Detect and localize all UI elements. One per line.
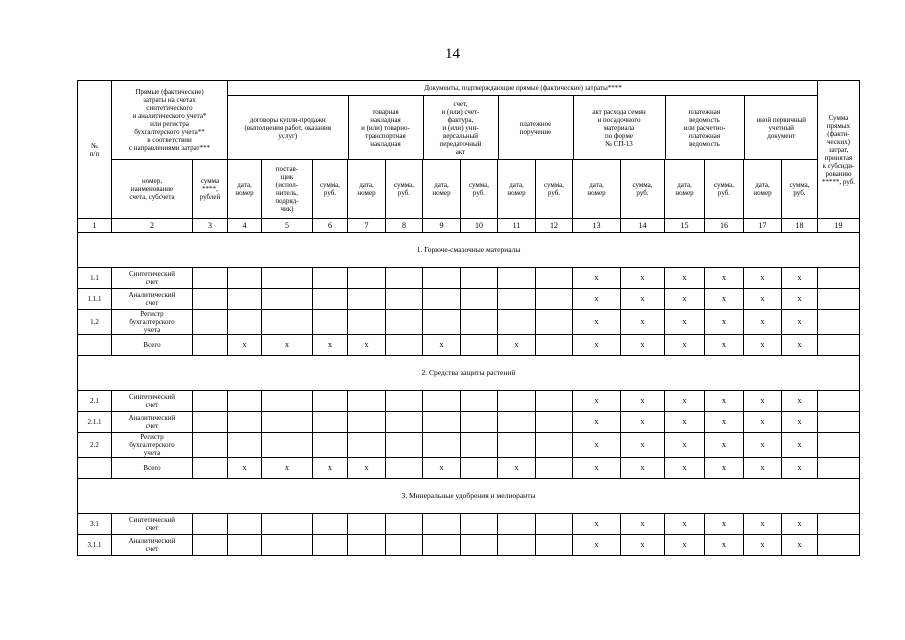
table-cell: x bbox=[573, 458, 621, 479]
table-cell: x bbox=[621, 391, 665, 412]
table-cell: x bbox=[621, 433, 665, 458]
contracts-date-header: дата, номер bbox=[228, 160, 262, 219]
table-cell bbox=[536, 412, 573, 433]
table-cell: x bbox=[423, 335, 461, 356]
table-cell: x bbox=[705, 289, 744, 310]
table-cell: x bbox=[665, 458, 705, 479]
documents-header bbox=[228, 81, 818, 160]
table-cell: x bbox=[782, 268, 818, 289]
table-cell: x bbox=[744, 535, 782, 556]
table-cell bbox=[536, 535, 573, 556]
table-cell bbox=[817, 458, 859, 479]
payment-sum-header: сумма, руб. bbox=[536, 160, 573, 219]
table-cell bbox=[193, 335, 228, 356]
table-cell bbox=[817, 335, 859, 356]
column-numbers-row bbox=[78, 219, 860, 233]
table-cell bbox=[348, 289, 386, 310]
table-cell: x bbox=[705, 412, 744, 433]
table-cell bbox=[423, 433, 461, 458]
contracts-sum-header: сумма, руб. bbox=[313, 160, 348, 219]
waybill-sum-header: сумма, руб. bbox=[386, 160, 423, 219]
table-cell bbox=[817, 514, 859, 535]
column-number: 9 bbox=[423, 219, 461, 233]
column-number: 16 bbox=[705, 219, 744, 233]
table-cell: x bbox=[573, 514, 621, 535]
column-number: 1 bbox=[78, 219, 112, 233]
table-cell bbox=[386, 289, 423, 310]
table-row bbox=[78, 412, 860, 433]
table-row bbox=[78, 535, 860, 556]
supplier-header: постав- щик (испол- нитель, подряд- чик) bbox=[262, 160, 313, 219]
table-cell bbox=[498, 391, 536, 412]
table-cell bbox=[193, 310, 228, 335]
table-cell bbox=[536, 335, 573, 356]
column-number: 12 bbox=[536, 219, 573, 233]
column-number: 7 bbox=[348, 219, 386, 233]
table-cell bbox=[423, 514, 461, 535]
row-label: Синтетический счет bbox=[112, 514, 193, 535]
payment-date-header: дата, номер bbox=[498, 160, 536, 219]
table-cell: x bbox=[744, 514, 782, 535]
table-cell bbox=[228, 289, 262, 310]
table-cell: x bbox=[573, 412, 621, 433]
table-cell: x bbox=[621, 335, 665, 356]
table-cell bbox=[228, 514, 262, 535]
table-cell bbox=[228, 535, 262, 556]
section-title-row bbox=[78, 479, 860, 514]
table-cell bbox=[313, 289, 348, 310]
table-cell: x bbox=[348, 458, 386, 479]
table-cell bbox=[536, 310, 573, 335]
table-cell: x bbox=[782, 514, 818, 535]
table-cell bbox=[498, 433, 536, 458]
table-cell: x bbox=[262, 458, 313, 479]
table-cell: x bbox=[573, 535, 621, 556]
table-cell bbox=[348, 433, 386, 458]
table-cell bbox=[461, 412, 498, 433]
table-cell: x bbox=[621, 535, 665, 556]
seed-act-group-header: акт расхода семян и посадочного материала по форме № СП-13 bbox=[573, 96, 665, 160]
table-cell: x bbox=[498, 335, 536, 356]
table-cell bbox=[193, 458, 228, 479]
table-cell bbox=[386, 433, 423, 458]
table-row bbox=[78, 514, 860, 535]
table-cell bbox=[423, 268, 461, 289]
payroll-date-header: дата, номер bbox=[665, 160, 705, 219]
table-cell bbox=[313, 310, 348, 335]
documents-header-group bbox=[228, 81, 817, 159]
table-cell bbox=[313, 391, 348, 412]
table-cell bbox=[313, 514, 348, 535]
column-number: 15 bbox=[665, 219, 705, 233]
table-cell bbox=[386, 535, 423, 556]
table-row bbox=[78, 310, 860, 335]
table-cell bbox=[536, 289, 573, 310]
table-cell bbox=[262, 514, 313, 535]
table-cell bbox=[536, 391, 573, 412]
table-cell: x bbox=[665, 535, 705, 556]
table-cell bbox=[498, 514, 536, 535]
table-cell: x bbox=[744, 391, 782, 412]
table-cell: x bbox=[665, 391, 705, 412]
row-number: 1.1 bbox=[78, 268, 112, 289]
table-cell bbox=[262, 433, 313, 458]
row-label: Аналитический счет bbox=[112, 412, 193, 433]
table-cell bbox=[193, 433, 228, 458]
table-cell bbox=[461, 391, 498, 412]
table-cell: x bbox=[665, 514, 705, 535]
row-number: 2.2 bbox=[78, 433, 112, 458]
row-number: 3.1 bbox=[78, 514, 112, 535]
table-cell bbox=[817, 289, 859, 310]
row-label: Аналитический счет bbox=[112, 289, 193, 310]
table-cell bbox=[461, 268, 498, 289]
row-label: Всего bbox=[112, 335, 193, 356]
table-cell bbox=[348, 268, 386, 289]
table-row bbox=[78, 289, 860, 310]
table-cell: x bbox=[782, 289, 818, 310]
table-cell bbox=[193, 391, 228, 412]
table-cell bbox=[461, 514, 498, 535]
row-label: Аналитический счет bbox=[112, 535, 193, 556]
table-cell bbox=[262, 412, 313, 433]
table-cell: x bbox=[665, 310, 705, 335]
column-number: 18 bbox=[782, 219, 818, 233]
table-cell bbox=[193, 514, 228, 535]
table-cell bbox=[348, 310, 386, 335]
table-cell bbox=[313, 412, 348, 433]
table-row bbox=[78, 433, 860, 458]
column-number: 14 bbox=[621, 219, 665, 233]
table-cell: x bbox=[573, 391, 621, 412]
table-row bbox=[78, 268, 860, 289]
table-cell bbox=[228, 412, 262, 433]
table-cell bbox=[423, 391, 461, 412]
column-number: 2 bbox=[112, 219, 193, 233]
table-cell bbox=[817, 310, 859, 335]
table-cell bbox=[262, 268, 313, 289]
table-cell bbox=[498, 310, 536, 335]
table-cell bbox=[348, 391, 386, 412]
column-number: 6 bbox=[313, 219, 348, 233]
table-cell bbox=[228, 433, 262, 458]
row-label: Регистр бухгалтерского учета bbox=[112, 433, 193, 458]
table-cell bbox=[817, 391, 859, 412]
table-cell: x bbox=[744, 458, 782, 479]
table-cell: x bbox=[573, 335, 621, 356]
table-cell: x bbox=[665, 433, 705, 458]
table-cell: x bbox=[621, 289, 665, 310]
row-number bbox=[78, 335, 112, 356]
table-cell bbox=[498, 535, 536, 556]
table-cell: x bbox=[705, 268, 744, 289]
table-cell bbox=[817, 412, 859, 433]
table-cell bbox=[461, 289, 498, 310]
table-cell bbox=[262, 535, 313, 556]
table-cell bbox=[461, 535, 498, 556]
table-cell: x bbox=[423, 458, 461, 479]
table-cell bbox=[423, 412, 461, 433]
table-cell: x bbox=[744, 268, 782, 289]
payroll-group-header: платежная ведомость или расчетно- платежная ведомость bbox=[665, 96, 744, 160]
table-cell bbox=[817, 535, 859, 556]
table-cell: x bbox=[262, 335, 313, 356]
table-cell: x bbox=[705, 335, 744, 356]
table-cell: x bbox=[744, 289, 782, 310]
table-cell bbox=[262, 310, 313, 335]
table-cell bbox=[228, 391, 262, 412]
seed-act-sum-header: сумма, руб. bbox=[621, 160, 665, 219]
row-number bbox=[78, 458, 112, 479]
waybill-group-header: товарная накладная и (или) товарно- транспортная накладная bbox=[348, 96, 423, 160]
table-cell bbox=[313, 433, 348, 458]
row-number: 1.1.1 bbox=[78, 289, 112, 310]
other-doc-date-header: дата, номер bbox=[744, 160, 782, 219]
section-title: 2. Средства защиты растений bbox=[78, 356, 860, 391]
table-cell bbox=[228, 268, 262, 289]
table-cell: x bbox=[228, 458, 262, 479]
table-cell bbox=[348, 514, 386, 535]
table-cell: x bbox=[665, 289, 705, 310]
other-doc-group-header: иной первичный учетный документ bbox=[744, 96, 817, 160]
row-label: Регистр бухгалтерского учета bbox=[112, 310, 193, 335]
table-cell: x bbox=[665, 412, 705, 433]
table-row bbox=[78, 458, 860, 479]
payment-order-group-header: платежное поручение bbox=[498, 96, 573, 160]
table-cell: x bbox=[705, 433, 744, 458]
table-cell: x bbox=[744, 433, 782, 458]
table-cell bbox=[313, 268, 348, 289]
section-title-row bbox=[78, 233, 860, 268]
table-cell: x bbox=[665, 335, 705, 356]
table-cell bbox=[386, 458, 423, 479]
table-cell bbox=[193, 289, 228, 310]
table-cell: x bbox=[573, 289, 621, 310]
table-cell: x bbox=[782, 535, 818, 556]
table-cell bbox=[498, 268, 536, 289]
table-cell bbox=[348, 535, 386, 556]
table-cell: x bbox=[228, 335, 262, 356]
table-cell: x bbox=[782, 335, 818, 356]
table-cell: x bbox=[573, 433, 621, 458]
table-cell bbox=[386, 391, 423, 412]
row-label: Всего bbox=[112, 458, 193, 479]
table-cell bbox=[348, 412, 386, 433]
table-cell bbox=[193, 412, 228, 433]
table-cell bbox=[423, 535, 461, 556]
table-cell bbox=[536, 514, 573, 535]
table-cell bbox=[498, 412, 536, 433]
table-cell: x bbox=[782, 412, 818, 433]
row-number: 3.1.1 bbox=[78, 535, 112, 556]
table-cell bbox=[461, 433, 498, 458]
table-cell bbox=[386, 335, 423, 356]
direct-costs-table bbox=[77, 80, 860, 556]
table-cell: x bbox=[744, 412, 782, 433]
table-cell bbox=[262, 391, 313, 412]
table-cell bbox=[193, 268, 228, 289]
header-row-1 bbox=[78, 81, 860, 160]
table-cell bbox=[536, 458, 573, 479]
table-cell: x bbox=[705, 535, 744, 556]
header-row-2 bbox=[78, 160, 860, 219]
table-cell bbox=[386, 514, 423, 535]
column-number: 10 bbox=[461, 219, 498, 233]
table-cell: x bbox=[782, 310, 818, 335]
column-number: 8 bbox=[386, 219, 423, 233]
table-cell bbox=[817, 433, 859, 458]
table-cell: x bbox=[348, 335, 386, 356]
section-title: 3. Минеральные удобрения и мелиоранты bbox=[78, 479, 860, 514]
table-row bbox=[78, 391, 860, 412]
table-cell: x bbox=[621, 412, 665, 433]
table-cell bbox=[536, 433, 573, 458]
table-cell: x bbox=[705, 310, 744, 335]
table-cell: x bbox=[573, 268, 621, 289]
table-cell bbox=[262, 289, 313, 310]
column-number: 13 bbox=[573, 219, 621, 233]
table-cell: x bbox=[782, 391, 818, 412]
table-cell: x bbox=[782, 433, 818, 458]
table-cell bbox=[461, 335, 498, 356]
row-number: 1.2 bbox=[78, 310, 112, 335]
table-cell: x bbox=[498, 458, 536, 479]
column-number: 11 bbox=[498, 219, 536, 233]
documents-header-title: Документы, подтверждающие прямые (фактические) затраты**** bbox=[228, 81, 817, 96]
table-cell bbox=[386, 310, 423, 335]
invoice-date-header: дата, номер bbox=[423, 160, 461, 219]
section-title: 1. Горюче-смазочные материалы bbox=[78, 233, 860, 268]
table-cell bbox=[461, 310, 498, 335]
row-label: Синтетический счет bbox=[112, 391, 193, 412]
table-row bbox=[78, 335, 860, 356]
table-cell: x bbox=[621, 514, 665, 535]
table-cell bbox=[386, 412, 423, 433]
table-cell: x bbox=[705, 514, 744, 535]
table-cell: x bbox=[705, 391, 744, 412]
row-number-header: № п/п bbox=[78, 81, 112, 219]
row-number: 2.1.1 bbox=[78, 412, 112, 433]
table-cell bbox=[313, 535, 348, 556]
payroll-sum-header: сумма, руб. bbox=[705, 160, 744, 219]
table-cell: x bbox=[313, 335, 348, 356]
seed-act-date-header: дата, номер bbox=[573, 160, 621, 219]
row-label: Синтетический счет bbox=[112, 268, 193, 289]
table-cell bbox=[193, 535, 228, 556]
subsidy-sum-header: Сумма прямых (факти- ческих) затрат, принятая к субсиди- рованию *****, руб. bbox=[817, 81, 859, 219]
other-doc-sum-header: сумма, руб. bbox=[782, 160, 818, 219]
table-cell: x bbox=[782, 458, 818, 479]
table-cell: x bbox=[621, 458, 665, 479]
page-number: 14 bbox=[445, 46, 460, 62]
table-cell: x bbox=[313, 458, 348, 479]
table-cell: x bbox=[705, 458, 744, 479]
table-cell bbox=[228, 310, 262, 335]
direct-costs-header: Прямые (фактические) затраты на счетах синтетического и аналитического учета* или регистра бухгалтерского учета** в соответствии с направлениями затрат*** bbox=[112, 81, 228, 160]
column-number: 4 bbox=[228, 219, 262, 233]
table-cell: x bbox=[621, 310, 665, 335]
table-cell bbox=[386, 268, 423, 289]
waybill-date-header: дата, номер bbox=[348, 160, 386, 219]
table-cell bbox=[498, 289, 536, 310]
column-number: 3 bbox=[193, 219, 228, 233]
table-cell: x bbox=[744, 335, 782, 356]
account-name-header: номер, наименование счета, субсчета bbox=[112, 160, 193, 219]
column-number: 5 bbox=[262, 219, 313, 233]
table-cell bbox=[423, 289, 461, 310]
column-number: 19 bbox=[817, 219, 859, 233]
table-cell bbox=[461, 458, 498, 479]
amount-header: сумма ****, рублей bbox=[193, 160, 228, 219]
table-cell: x bbox=[744, 310, 782, 335]
row-number: 2.1 bbox=[78, 391, 112, 412]
table-cell: x bbox=[621, 268, 665, 289]
table-cell bbox=[817, 268, 859, 289]
section-title-row bbox=[78, 356, 860, 391]
table-cell bbox=[536, 268, 573, 289]
contracts-group-header: договоры купли-продажи (выполнения работ, оказания услуг) bbox=[244, 115, 331, 140]
table-cell: x bbox=[573, 310, 621, 335]
invoice-sum-header: сумма, руб. bbox=[461, 160, 498, 219]
table-cell: x bbox=[665, 268, 705, 289]
table-cell bbox=[423, 310, 461, 335]
invoice-group-header: счет, и (или) счет- фактура, и (или) уни- версальный передаточный акт bbox=[423, 96, 498, 160]
column-number: 17 bbox=[744, 219, 782, 233]
